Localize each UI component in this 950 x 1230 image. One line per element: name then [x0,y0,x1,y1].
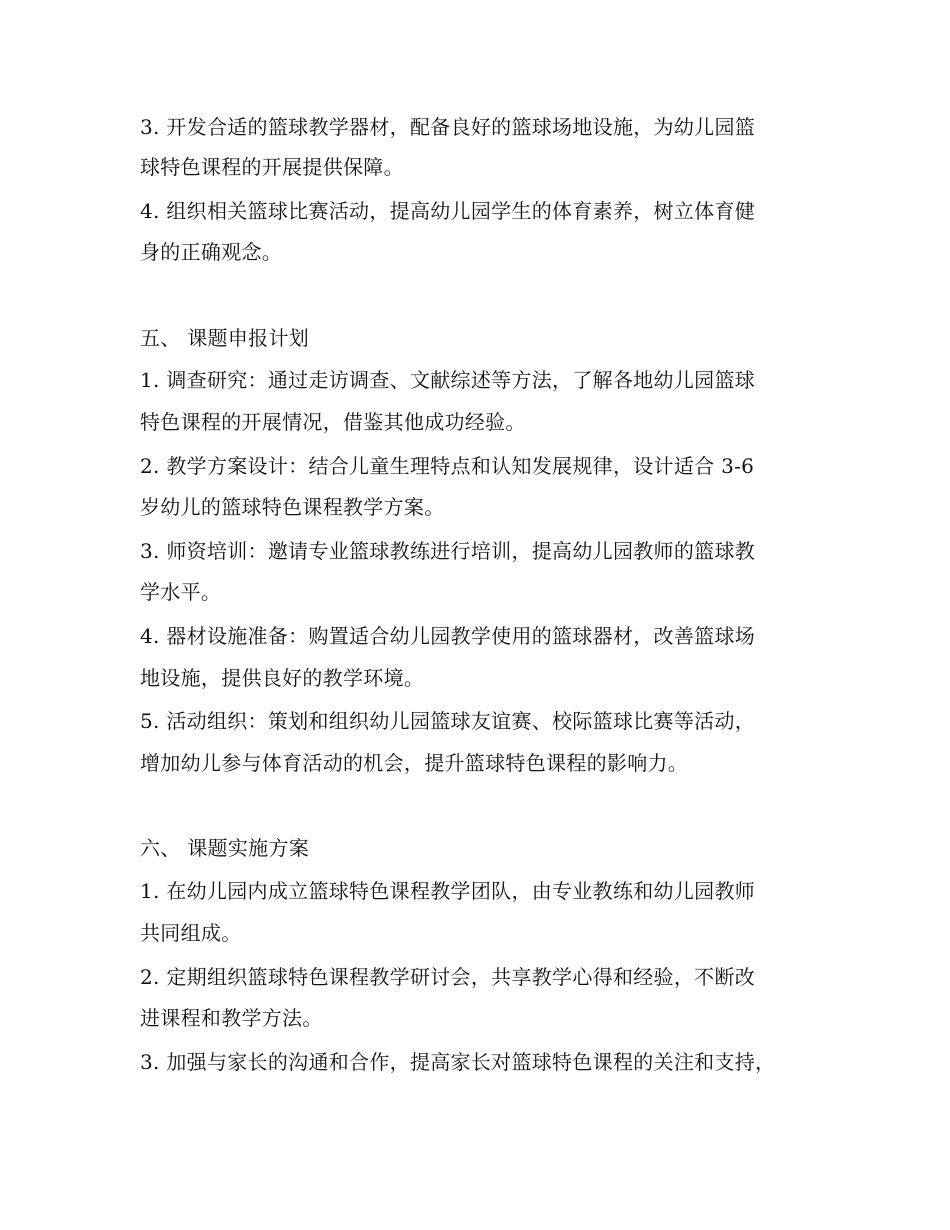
s5-item-4-line-1: 4. 器材设施准备：购置适合幼儿园教学使用的篮球器材，改善篮球场 [140,624,756,648]
s5-item-5-line-2: 增加幼儿参与体育活动的机会，提升篮球特色课程的影响力。 [140,751,689,775]
s5-item-3-line-1: 3. 师资培训：邀请专业篮球教练进行培训，提高幼儿园教师的篮球教 [140,539,756,563]
s5-item-3-line-2: 学水平。 [140,580,222,604]
s4-item-4-line-2: 身的正确观念。 [140,240,283,264]
s5-item-2-line-2: 岁幼儿的篮球特色课程教学方案。 [140,495,445,519]
s6-item-1-line-2: 共同组成。 [140,921,242,945]
s5-item-1-line-1: 1. 调查研究：通过走访调查、文献综述等方法，了解各地幼儿园篮球 [140,368,756,392]
s5-item-4-line-2: 地设施，提供良好的教学环境。 [140,666,425,690]
s6-item-3-line-1: 3. 加强与家长的沟通和合作，提高家长对篮球特色课程的关注和支持， [140,1050,776,1074]
s6-item-2-line-1: 2. 定期组织篮球特色课程教学研讨会，共享教学心得和经验，不断改 [140,965,756,989]
s6-item-2-line-2: 进课程和教学方法。 [140,1006,323,1030]
s6-item-1-line-1: 1. 在幼儿园内成立篮球特色课程教学团队，由专业教练和幼儿园教师 [140,879,756,903]
s4-item-4-line-1: 4. 组织相关篮球比赛活动，提高幼儿园学生的体育素养，树立体育健 [140,199,756,223]
s4-item-3-line-2: 球特色课程的开展提供保障。 [140,155,404,179]
s5-item-2-line-1: 2. 教学方案设计：结合儿童生理特点和认知发展规律，设计适合 3-6 [140,454,755,478]
s4-item-3-line-1: 3. 开发合适的篮球教学器材，配备良好的篮球场地设施，为幼儿园篮 [140,115,756,139]
section-6-heading: 六、 课题实施方案 [140,836,310,860]
s5-item-5-line-1: 5. 活动组织：策划和组织幼儿园篮球友谊赛、校际篮球比赛等活动， [140,709,756,733]
section-5-heading: 五、 课题申报计划 [140,326,310,350]
s5-item-1-line-2: 特色课程的开展情况，借鉴其他成功经验。 [140,410,526,434]
